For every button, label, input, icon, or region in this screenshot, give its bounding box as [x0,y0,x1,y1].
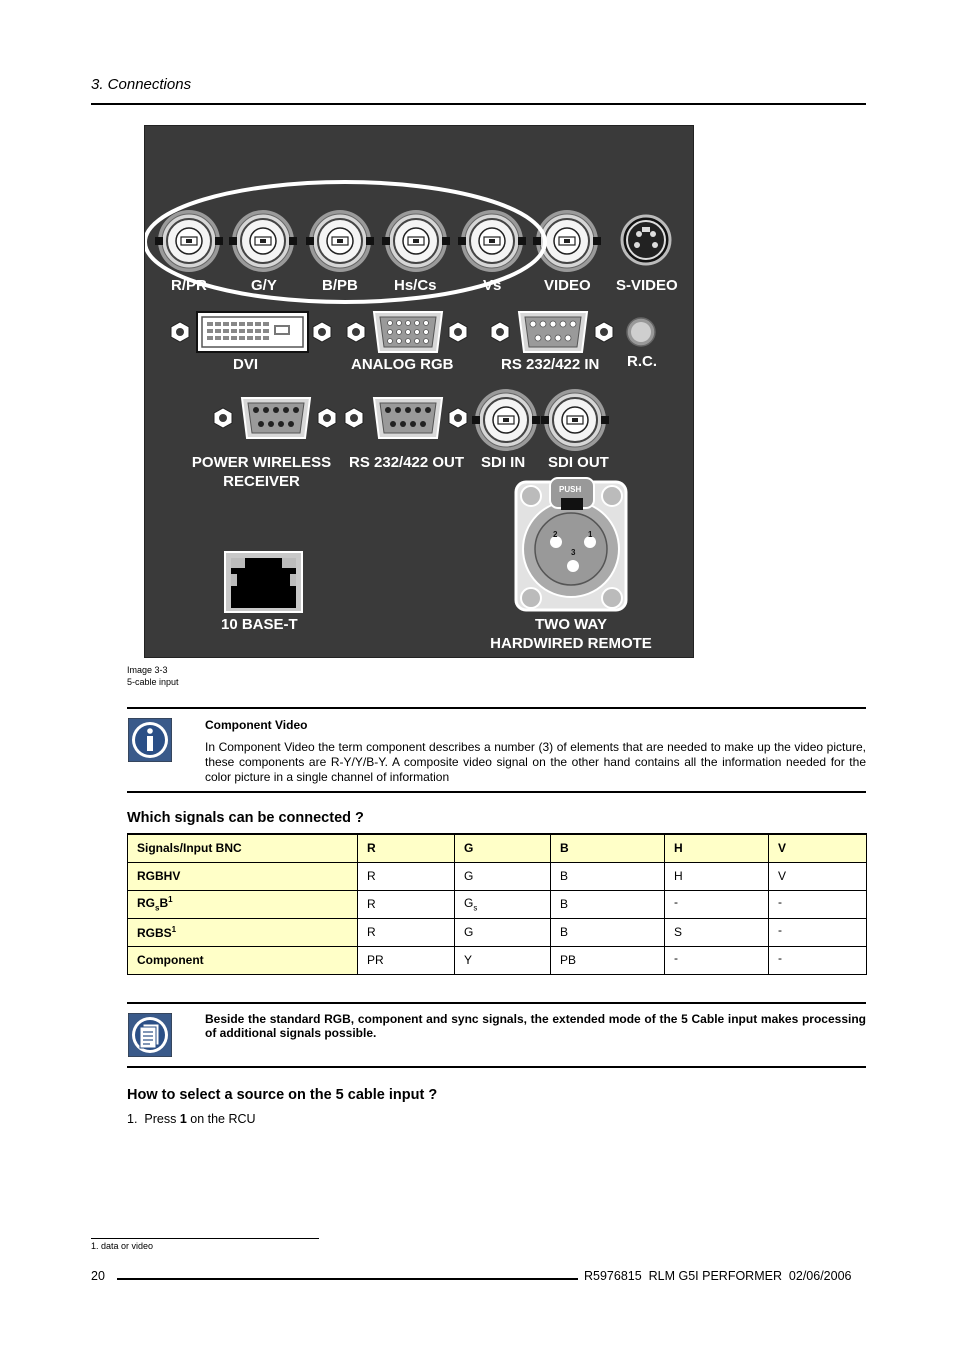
label-rs232-in: RS 232/422 IN [501,356,600,373]
row-label-main: RGBS [137,925,172,940]
label-gy: G/Y [251,277,277,294]
table-cell: B [551,918,665,946]
footnote-number: 1. [91,1241,99,1251]
label-rs232-out: RS 232/422 OUT [349,454,465,471]
extended-mode-note: Beside the standard RGB, component and sync signals, the extended mode of the 5 Cable input makes processing of additional signals possible. [205,1012,866,1040]
connector-panel [144,125,694,658]
table-header-cell: V [769,834,867,862]
table-row [128,890,867,918]
step-1 [127,1112,256,1126]
table-cell: V [769,862,867,890]
signals-table [127,833,867,975]
table-cell: B [551,890,665,918]
info-icon [128,718,172,762]
figure-caption: 5-cable input [127,677,179,687]
note-icon [128,1013,172,1057]
table-cell: - [769,890,867,918]
label-dvi: DVI [233,356,259,373]
table-cell: B [551,862,665,890]
section-heading-select-source: How to select a source on the 5 cable input ? [127,1087,438,1103]
table-cell: R [358,918,455,946]
label-sdi-in: SDI IN [481,454,526,471]
footer-rule [117,1278,578,1280]
table-cell [455,890,551,918]
label-push: PUSH [559,485,582,494]
label-power-wireless-line1: POWER WIRELESS [191,454,332,471]
label-pin3: 3 [571,548,576,557]
document-id: R5976815 RLM G5I PERFORMER 02/06/2006 [584,1269,852,1283]
label-10base-t: 10 BASE-T [221,616,298,633]
row-label-end: B [159,896,169,911]
label-vs: Vs [483,277,502,294]
table-cell: - [769,946,867,974]
label-pin2: 2 [553,530,558,539]
label-two-way [485,615,657,653]
table-cell: R [358,890,455,918]
table-row [128,862,867,890]
label-power-wireless-line2: RECEIVER [223,473,300,490]
table-cell: - [769,918,867,946]
label-bpb: B/PB [322,277,358,294]
footnote-ref: 1 [168,895,173,905]
table-header-cell: B [551,834,665,862]
footnote-ref: 1 [171,924,177,934]
table-cell: R [358,862,455,890]
footnote-rule [91,1238,319,1239]
table-row [128,946,867,974]
header-rule [91,103,866,105]
row-label-main: RG [137,896,155,911]
note-bottom-rule [127,791,866,793]
step-text-b: on the RCU [186,1112,256,1126]
table-cell: G [455,918,551,946]
table-header-cell: H [665,834,769,862]
note-text: In Component Video the term component describes a number (3) of elements that are needed to make up the video picture, these components are R-Y/Y/B-Y. A composite video signal on the other hand contains all the information needed for the color picture in a single channel of information [205,740,866,784]
table-header-cell: Signals/Input BNC [128,834,358,862]
label-pin1: 1 [588,530,593,539]
note2-bottom-rule [127,1066,866,1068]
connector-panel-drawing [145,126,695,659]
footnote-text: data or video [101,1241,154,1251]
row-label-sub: s [155,903,160,913]
label-two-way-line1: TWO WAY [535,616,607,633]
note-top-rule [127,707,866,709]
step-text-a: Press [144,1112,180,1126]
step-number: 1. [127,1112,138,1126]
label-sdi-out: SDI OUT [548,454,609,471]
table-cell-sub: s [473,903,478,913]
label-hscs: Hs/Cs [394,277,437,294]
label-rc: R.C. [627,353,657,370]
label-rpr: R/PR [171,277,207,294]
label-two-way-line2: HARDWIRED REMOTE [490,635,652,652]
table-cell: - [665,946,769,974]
step-key: 1 [179,1112,187,1126]
table-cell: PB [551,946,665,974]
table-cell: - [665,890,769,918]
table-row [128,918,867,946]
row-label [128,890,358,918]
row-label: Component [128,946,358,974]
row-label: RGBHV [128,862,358,890]
note-title: Component Video [205,718,308,732]
table-cell: H [665,862,769,890]
label-video: VIDEO [544,277,591,294]
row-label [128,918,358,946]
label-svideo: S-VIDEO [616,277,678,294]
table-header-row [128,834,867,862]
table-header-cell: R [358,834,455,862]
section-heading-signals: Which signals can be connected ? [127,810,364,826]
table-cell: S [665,918,769,946]
table-header-cell: G [455,834,551,862]
label-power-wireless [189,453,334,491]
section-title: 3. Connections [91,76,192,93]
table-cell: G [455,862,551,890]
table-cell-main: G [464,895,474,910]
table-cell: PR [358,946,455,974]
figure-number: Image 3-3 [127,665,168,675]
note2-top-rule [127,1002,866,1004]
label-analog-rgb: ANALOG RGB [351,356,454,373]
table-cell: Y [455,946,551,974]
page-number: 20 [91,1269,105,1283]
footnote [91,1241,153,1251]
